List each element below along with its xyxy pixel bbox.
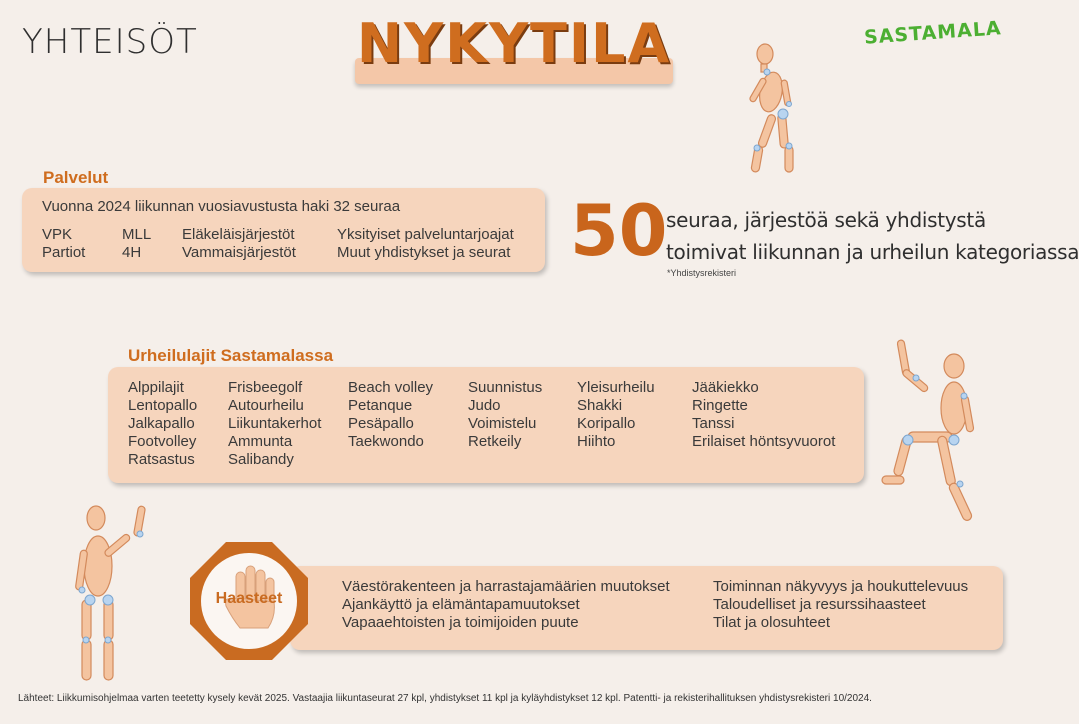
list-item: Tanssi — [692, 415, 735, 432]
list-item: Salibandy — [228, 451, 294, 468]
list-item: Väestörakenteen ja harrastajamäärien muutokset — [342, 578, 670, 595]
list-item: Vapaaehtoisten ja toimijoiden puute — [342, 614, 579, 631]
sports-column — [577, 379, 655, 451]
palvelut-column — [337, 226, 514, 262]
list-item: Taloudelliset ja resurssihaasteet — [713, 596, 926, 613]
list-item: Beach volley — [348, 379, 434, 396]
sports-column — [468, 379, 542, 451]
stat-number: 50 — [570, 190, 668, 272]
sports-column — [128, 379, 197, 469]
list-item: 4H — [122, 244, 142, 261]
mannequin-walking-figure — [735, 42, 805, 182]
list-item: Suunnistus — [468, 379, 543, 396]
challenges-column — [713, 578, 968, 632]
list-item: Eläkeläisjärjestöt — [182, 226, 295, 243]
sports-column — [348, 379, 433, 451]
sastamala-logo: SASTAMALA — [863, 17, 1003, 49]
list-item: Jääkiekko — [692, 379, 759, 396]
sources-footer: Lähteet: Liikkumisohjelmaa varten teetetty kysely kevät 2025. Vastaajia liikuntaseurat 27 kpl, yhdistykset 11 kpl ja kyläyhdistykset 12 kpl. Patentti- ja rekisterihallituksen yhdistysrekisteri 10/2024. — [18, 693, 872, 704]
sports-column — [228, 379, 321, 469]
list-item: Ringette — [692, 397, 748, 414]
mannequin-dancing-figure — [878, 336, 988, 536]
list-item: Vammaisjärjestöt — [182, 244, 296, 261]
list-item: Jalkapallo — [128, 415, 195, 432]
list-item: Ajankäyttö ja elämäntapamuutokset — [342, 596, 580, 613]
haasteet-panel — [290, 566, 1003, 650]
list-item: Yleisurheilu — [577, 379, 655, 396]
haasteet-badge — [188, 540, 310, 662]
palvelut-column — [42, 226, 85, 262]
stat-line: toimivat liikunnan ja urheilun kategoriassa — [666, 240, 1079, 264]
list-item: Retkeily — [468, 433, 522, 450]
list-item: Petanque — [348, 397, 413, 414]
list-item: Pesäpallo — [348, 415, 414, 432]
list-item: Footvolley — [128, 433, 197, 450]
sports-column — [692, 379, 835, 451]
section-title: YHTEISÖT — [22, 22, 198, 62]
list-item: Lentopallo — [128, 397, 198, 414]
list-item: VPK — [42, 226, 73, 243]
list-item: Frisbeegolf — [228, 379, 303, 396]
list-item: Taekwondo — [348, 433, 424, 450]
list-item: Liikuntakerhot — [228, 415, 322, 432]
urheilulajit-panel — [108, 367, 864, 483]
urheilulajit-heading: Urheilulajit Sastamalassa — [128, 346, 334, 365]
palvelut-panel — [22, 188, 545, 272]
stat-line: seuraa, järjestöä sekä yhdistystä — [666, 208, 986, 232]
list-item: Hiihto — [577, 433, 616, 450]
list-item: Toiminnan näkyvyys ja houkuttelevuus — [713, 578, 969, 595]
challenges-column — [342, 578, 670, 632]
list-item: Autourheilu — [228, 397, 304, 414]
main-title-text: NYKYTILA — [356, 12, 672, 75]
palvelut-column — [182, 226, 296, 262]
list-item: Yksityiset palveluntarjoajat — [337, 226, 514, 243]
list-item: Ammunta — [228, 433, 293, 450]
palvelut-line: Vuonna 2024 liikunnan vuosiavustusta haki 32 seuraa — [42, 198, 401, 215]
mannequin-waving-figure — [68, 500, 158, 690]
stat-note: *Yhdistysrekisteri — [667, 268, 737, 278]
list-item: Tilat ja olosuhteet — [713, 614, 831, 631]
list-item: Shakki — [577, 397, 623, 414]
list-item: Voimistelu — [468, 415, 537, 432]
list-item: Alppilajit — [128, 379, 184, 396]
list-item: Koripallo — [577, 415, 636, 432]
haasteet-label: Haasteet — [215, 590, 283, 607]
list-item: Muut yhdistykset ja seurat — [337, 244, 511, 261]
palvelut-column — [122, 226, 151, 262]
list-item: Erilaiset höntsyvuorot — [692, 433, 836, 450]
list-item: MLL — [122, 226, 152, 243]
list-item: Judo — [468, 397, 501, 414]
list-item: Ratsastus — [128, 451, 195, 468]
main-title — [355, 12, 673, 76]
palvelut-heading: Palvelut — [43, 168, 109, 187]
list-item: Partiot — [42, 244, 86, 261]
